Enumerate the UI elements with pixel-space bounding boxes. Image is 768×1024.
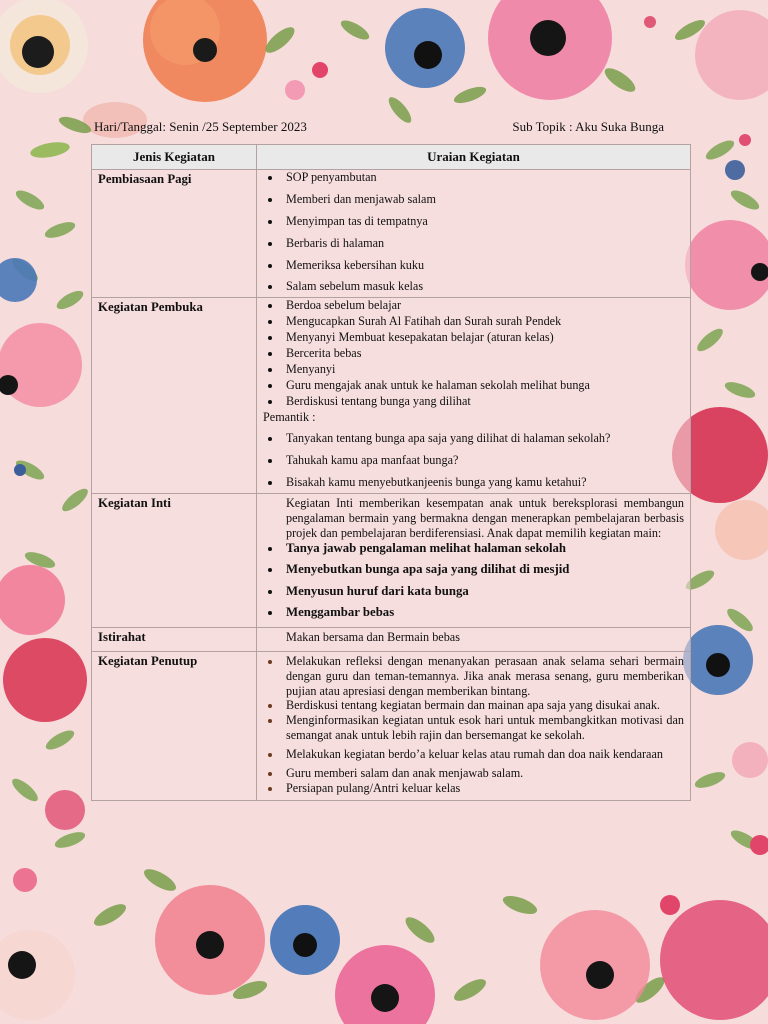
list-item: Guru memberi salam dan anak menjawab salam. xyxy=(257,766,684,781)
row-label-pembiasaan: Pembiasaan Pagi xyxy=(92,170,257,298)
row-content-penutup xyxy=(257,651,691,800)
list-item: Melakukan refleksi dengan menanyakan perasaan anak selama sehari bermain dengan guru dan teman-temannya. Jika anak merasa senang, guru memberikan pujian atau apresiasi dengan memberikan bintang. xyxy=(257,654,684,699)
row-content-pembiasaan xyxy=(257,170,691,298)
pembuka-list xyxy=(257,298,684,408)
list-item: Menginformasikan kegiatan untuk esok hari untuk membangkitkan motivasi dan semangat anak untuk lebih rajin dan bersemangat ke sekolah. xyxy=(257,713,684,743)
top-flowers xyxy=(0,0,768,160)
row-label-pembuka: Kegiatan Pembuka xyxy=(92,298,257,494)
table-row-istirahat xyxy=(92,627,691,651)
table-header-row xyxy=(92,145,691,170)
row-content-pembuka xyxy=(257,298,691,494)
pemantik-label: Pemantik : xyxy=(263,410,316,425)
subtopic-label: Sub Topik : Aku Suka Bunga xyxy=(512,119,664,134)
date-label: Hari/Tanggal: Senin /25 September 2023 xyxy=(94,119,307,134)
list-item: Menyanyi Membuat kesepakatan belajar (aturan kelas) xyxy=(257,330,684,345)
list-item: Bercerita bebas xyxy=(257,346,684,361)
column-header-activity-type: Jenis Kegiatan xyxy=(92,145,257,170)
list-item: Tanyakan tentang bunga apa saja yang dilihat di halaman sekolah? xyxy=(257,431,684,446)
inti-list xyxy=(257,541,684,621)
list-item: Berdiskusi tentang kegiatan bermain dan mainan apa saja yang disukai anak. xyxy=(257,698,684,713)
list-item: Mengucapkan Surah Al Fatihah dan Surah surah Pendek xyxy=(257,314,684,329)
list-item: Berbaris di halaman xyxy=(257,236,684,251)
list-item: SOP penyambutan xyxy=(257,170,684,185)
list-item: Melakukan kegiatan berdo’a keluar kelas atau rumah dan doa naik kendaraan xyxy=(257,747,684,762)
table-row-penutup xyxy=(92,651,691,800)
list-item: Memberi dan menjawab salam xyxy=(257,192,684,207)
list-item: Tanya jawab pengalaman melihat halaman sekolah xyxy=(257,541,684,557)
list-item: Tahukah kamu apa manfaat bunga? xyxy=(257,453,684,468)
row-content-istirahat xyxy=(257,627,691,651)
list-item: Menyimpan tas di tempatnya xyxy=(257,214,684,229)
inti-paragraph: Kegiatan Inti memberikan kesempatan anak untuk bereksplorasi membangun pengalaman bermain yang bermakna dengan menerapkan pembelajaran berbasis projek dan pembelajaran berdiferensiasi. Anak dapat memilih kegiatan main: xyxy=(286,495,684,540)
row-label-istirahat: Istirahat xyxy=(92,627,257,651)
list-item: Guru mengajak anak untuk ke halaman sekolah melihat bunga xyxy=(257,378,684,393)
list-item: Berdiskusi tentang bunga yang dilihat xyxy=(257,394,684,409)
list-item: Memeriksa kebersihan kuku xyxy=(257,258,684,273)
column-header-activity-description: Uraian Kegiatan xyxy=(257,145,691,170)
row-label-inti: Kegiatan Inti xyxy=(92,493,257,627)
list-item: Bisakah kamu menyebutkanjeenis bunga yang kamu ketahui? xyxy=(257,475,684,490)
activity-table xyxy=(91,144,691,801)
list-item: Menyusun huruf dari kata bunga xyxy=(257,584,684,600)
list-item: Salam sebelum masuk kelas xyxy=(257,279,684,294)
row-label-penutup: Kegiatan Penutup xyxy=(92,651,257,800)
left-flowers xyxy=(0,187,91,892)
table-row-pembuka xyxy=(92,298,691,494)
pemantik-list xyxy=(257,431,684,490)
istirahat-text: Makan bersama dan Bermain bebas xyxy=(286,629,460,644)
bottom-flowers xyxy=(0,865,768,1024)
pembiasaan-list xyxy=(257,170,684,294)
list-item: Menggambar bebas xyxy=(257,605,684,621)
list-item: Berdoa sebelum belajar xyxy=(257,298,684,313)
list-item: Menyebutkan bunga apa saja yang dilihat di mesjid xyxy=(257,562,684,578)
penutup-list xyxy=(257,652,684,796)
table-row-inti xyxy=(92,493,691,627)
list-item: Persiapan pulang/Antri keluar kelas xyxy=(257,781,684,796)
list-item: Menyanyi xyxy=(257,362,684,377)
header-line xyxy=(94,119,664,135)
row-content-inti xyxy=(257,493,691,627)
table-row-pembiasaan xyxy=(92,170,691,298)
